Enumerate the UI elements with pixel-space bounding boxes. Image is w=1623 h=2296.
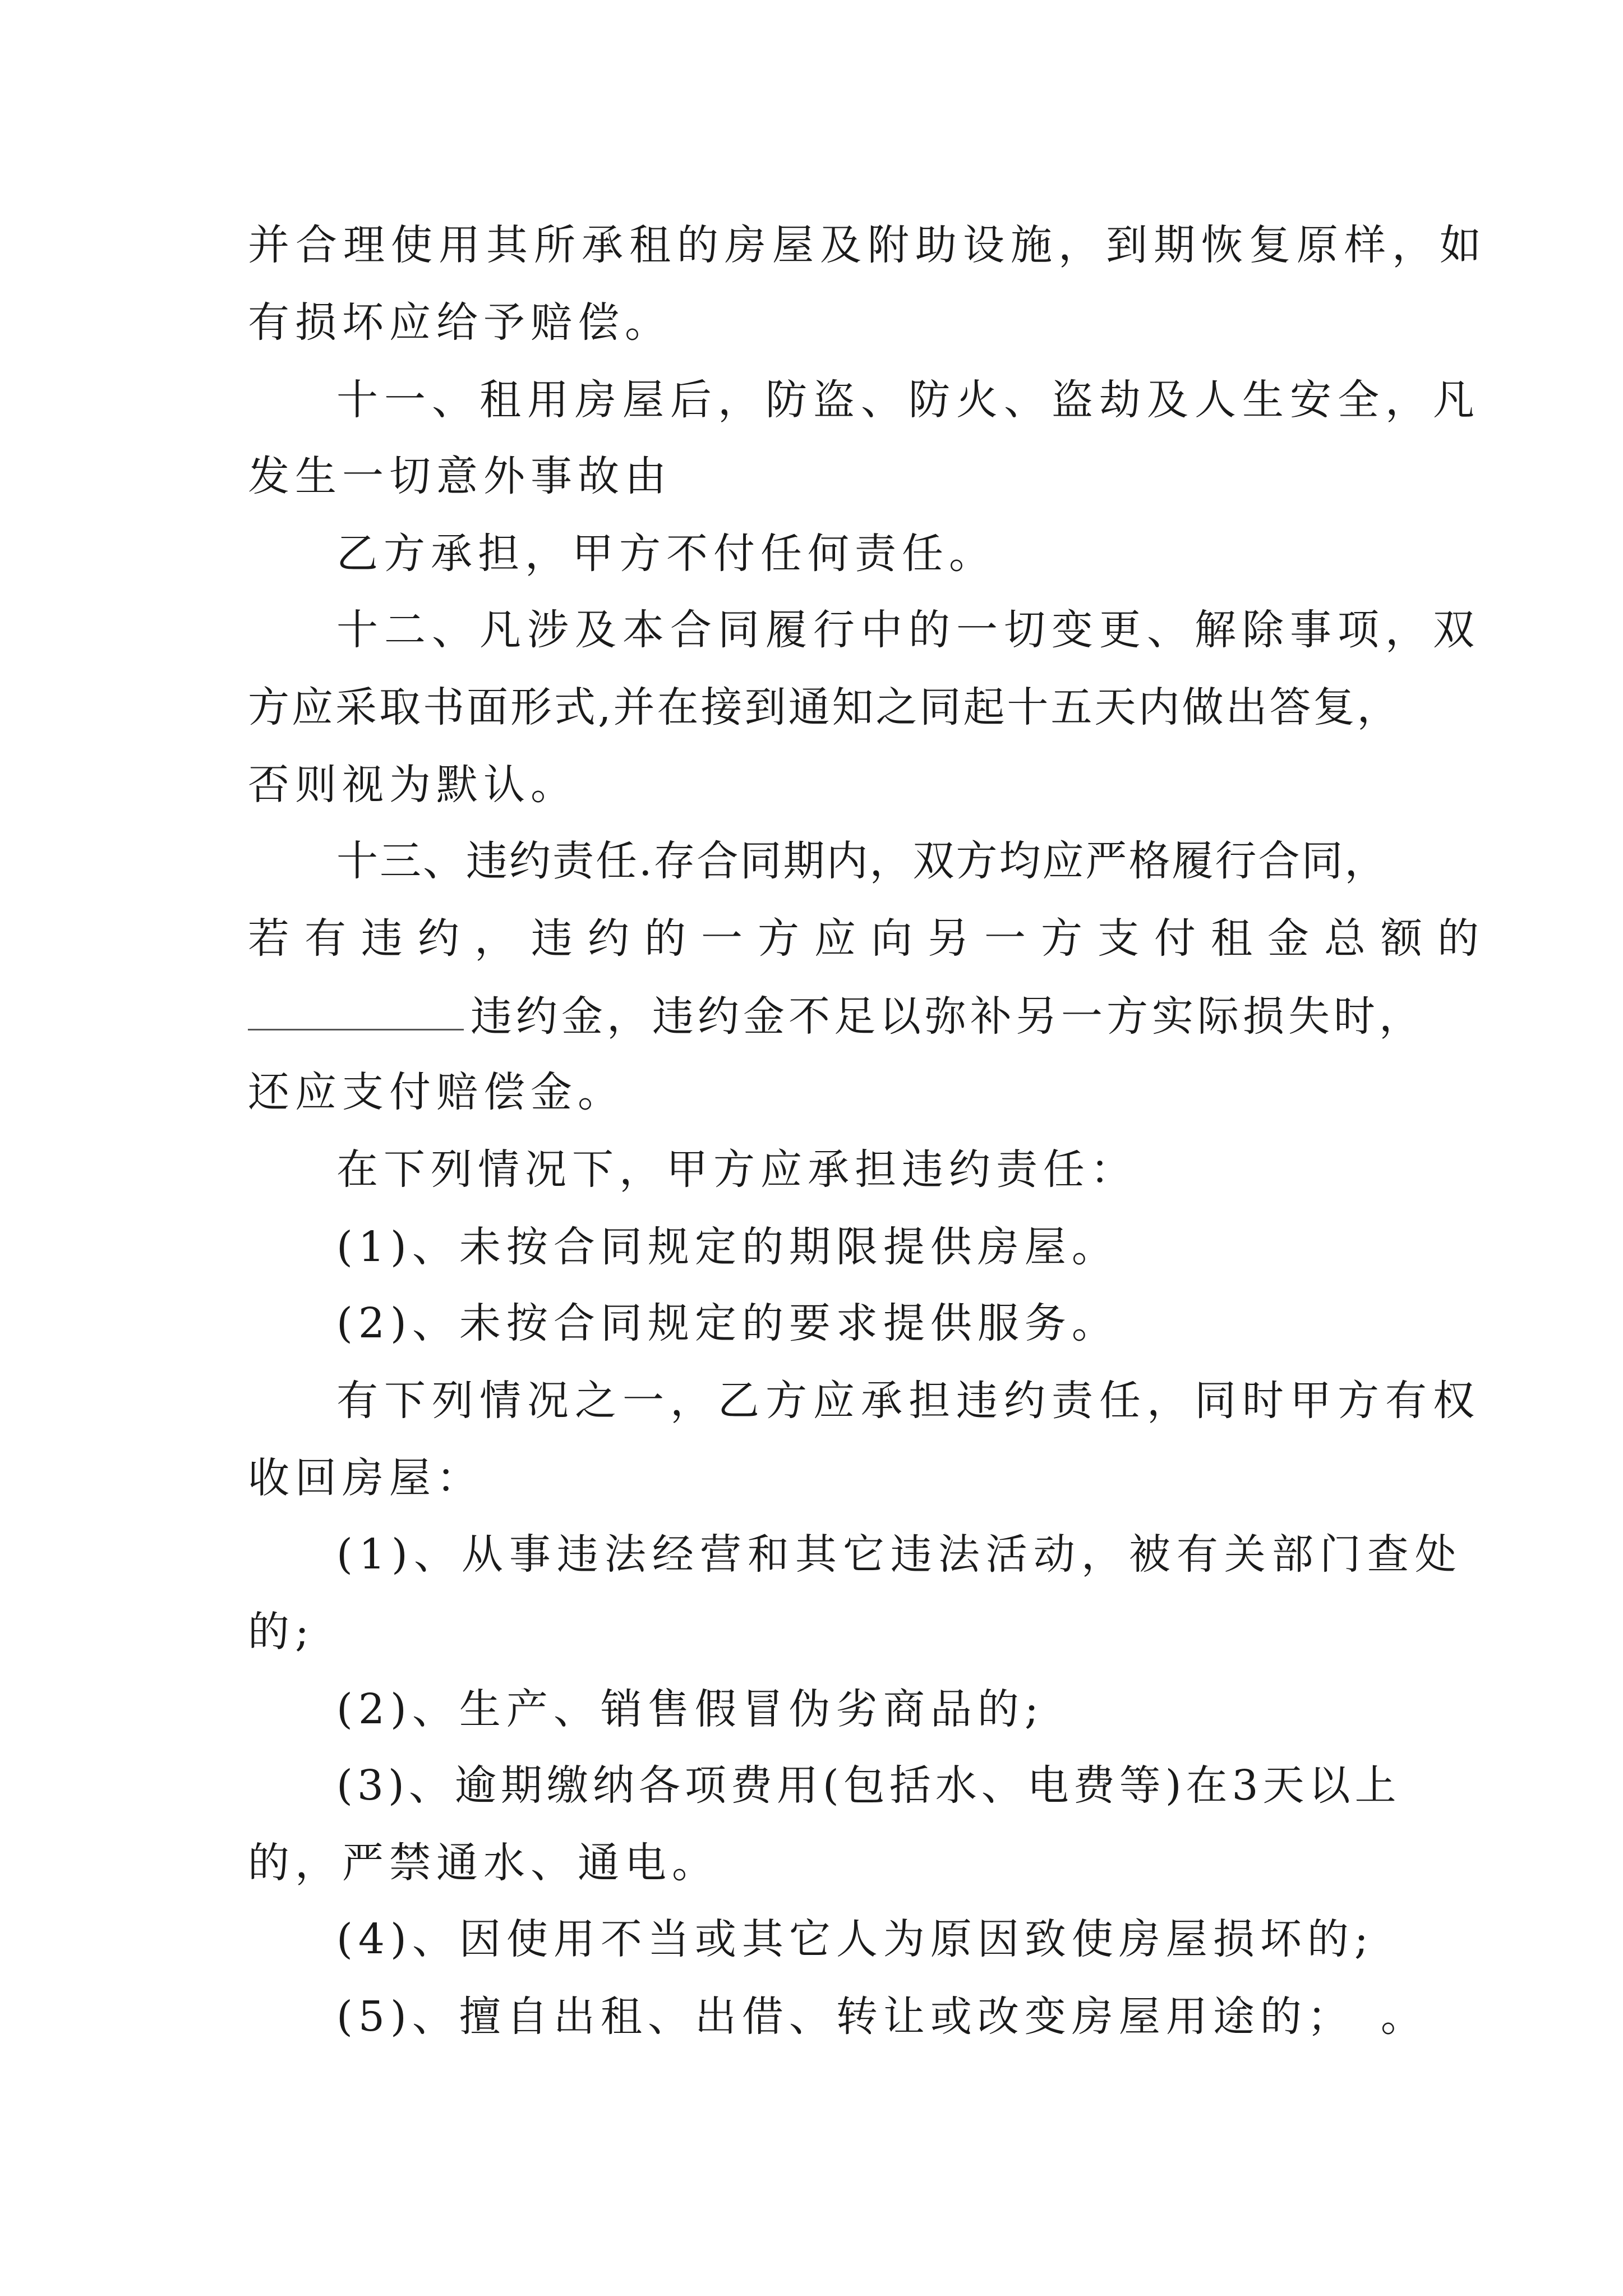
text-line: (1)、未按合同规定的期限提供房屋。 [336,1223,1119,1271]
text-line: 十一、租用房屋后，防盗、防火、盗劫及人生安全，凡 [336,376,1481,424]
text-line: 的，严禁通水、通电。 [248,1839,719,1887]
text-line: 有损坏应给予赔偿。 [248,298,672,347]
text-segment: 违约金，违约金不足以弥补另一方实际损失时， [471,992,1424,1041]
text-line: (5)、擅自出租、出借、转让或改变房屋用途的； 。 [336,1993,1428,2041]
text-line: (3)、逾期缴纳各项费用(包括水、电费等)在3天以上 [336,1761,1401,1810]
text-line [248,992,1424,1041]
text-line: 若有违约，违约的一方应向另一方支付租金总额的 [248,914,1494,963]
text-line: (4)、因使用不当或其它人为原因致使房屋损坏的; [336,1915,1374,1963]
text-line: 还应支付赔偿金。 [248,1068,625,1116]
text-line: 方应采取书面形式,并在接到通知之同起十五天内做出答复， [248,683,1401,731]
text-line: (1)、从事违法经营和其它违法活动，被有关部门查处 [336,1530,1463,1579]
text-line: 乙方承担，甲方不付任何责任。 [336,530,996,578]
text-line: (2)、生产、销售假冒伪劣商品的; [336,1685,1044,1733]
text-line: 有下列情况之一，乙方应承担违约责任，同时甲方有权 [336,1377,1481,1425]
text-line: 并合理使用其所承租的房屋及附助设施，到期恢复原样，如 [248,221,1487,269]
text-line: 在下列情况下，甲方应承担违约责任： [336,1145,1137,1194]
text-line: 发生一切意外事故由 [248,452,672,500]
text-line: 收回房屋： [248,1454,483,1502]
fill-in-blank [248,995,464,1030]
text-line: 否则视为默认。 [248,761,578,809]
text-line: (2)、未按合同规定的要求提供服务。 [336,1299,1119,1347]
text-line: 的; [248,1608,315,1656]
text-line: 十三、违约责任.存合同期内，双方均应严格履行合同， [336,837,1388,885]
text-line: 十二、凡涉及本合同履行中的一切变更、解除事项，双 [336,606,1481,654]
